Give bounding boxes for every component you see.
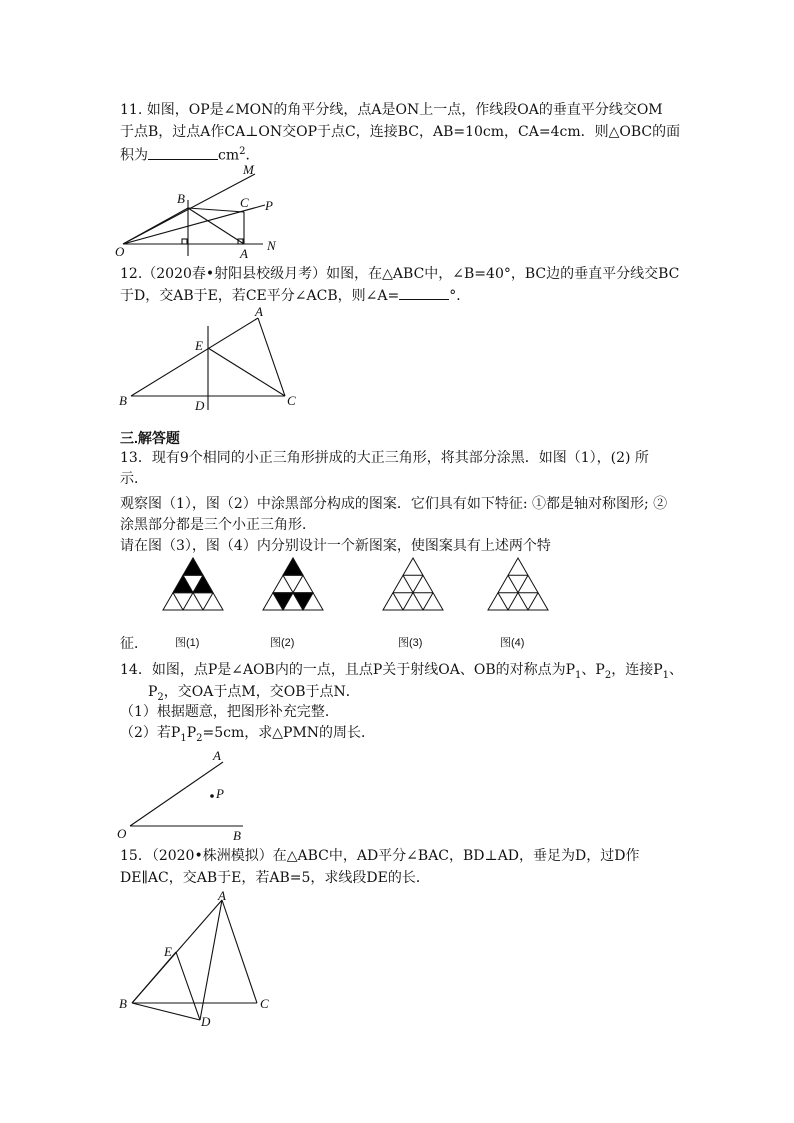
q14-point-P xyxy=(210,794,214,798)
q14-label-P: P xyxy=(216,786,224,801)
q15-figure xyxy=(112,888,282,1033)
q12-answer-blank[interactable] xyxy=(399,285,449,300)
q11-label-N: N xyxy=(267,238,276,253)
q11-line1: 11. 如图，OP是∠MON的角平分线，点A是ON上一点，作线段OA的垂直平分线交OM xyxy=(120,102,663,118)
q12-line2-pre: 于D，交AB于E，若CE平分∠ACB，则∠A= xyxy=(120,288,400,304)
q14-line4-sub1: 1 xyxy=(180,732,187,744)
q14-line1-sub1: 1 xyxy=(575,669,582,681)
q13-caption-2: 图(2) xyxy=(270,637,295,649)
q14-label-A: A xyxy=(213,748,221,763)
q14-line3: （1）根据题意，把图形补充完整． xyxy=(120,704,339,720)
q14-line1-c: ，连接P xyxy=(611,662,663,678)
q14-line4-sub2: 2 xyxy=(196,732,203,744)
q14-label-B: B xyxy=(233,828,241,842)
q13-caption-3: 图(3) xyxy=(398,637,423,649)
q12-label-D: D xyxy=(195,398,205,413)
q13-caption-4: 图(4) xyxy=(500,637,525,649)
q13-fig1 xyxy=(163,558,223,610)
q12-label-A: A xyxy=(255,304,263,319)
q11-figure xyxy=(115,160,285,262)
q15-label-D: D xyxy=(201,1014,211,1029)
q15-label-B: B xyxy=(119,996,127,1011)
q15-line2: DE∥AC，交AB于E，若AB=5，求线段DE的长． xyxy=(120,870,430,886)
q14-line1-sub2: 2 xyxy=(604,669,612,681)
q13-fig4 xyxy=(488,558,548,610)
q13-line3: 观察图（1），图（2）中涂黑部分构成的图案．它们具有如下特征: ①都是轴对称图形; ② xyxy=(120,496,668,512)
q13-fig3 xyxy=(383,558,443,610)
q14-line1-d: 、 xyxy=(669,662,684,678)
q11-answer-blank[interactable] xyxy=(148,145,218,160)
q12-label-B: B xyxy=(119,393,127,408)
q11-label-B: B xyxy=(177,191,185,206)
q14-line4-c: =5cm，求△PMN的周长． xyxy=(202,725,376,741)
q14-label-O: O xyxy=(117,826,127,841)
q12-line2-post: °． xyxy=(449,288,471,304)
q11-line3-pre: 积为 xyxy=(120,147,148,164)
section-title: 三.解答题 xyxy=(120,430,180,446)
q14-line2-sub: 2 xyxy=(157,691,164,703)
q12-label-E: E xyxy=(195,338,203,353)
q15-label-C: C xyxy=(260,996,269,1011)
q11-label-C: C xyxy=(240,195,249,210)
q14-line1-b: 、P xyxy=(581,662,605,678)
q11-label-P: P xyxy=(265,198,273,213)
q14-line2-b: ，交OA于点M，交OB于点N． xyxy=(163,684,360,700)
q14-line1-a: 14．如图，点P是∠AOB内的一点，且点P关于射线OA、OB的对称点为P xyxy=(120,662,576,678)
q11-unit: cm xyxy=(218,147,240,164)
q13-line6: 征． xyxy=(120,636,148,652)
q15-line1: 15．（2020•株洲模拟）在△ABC中，AD平分∠BAC，BD⊥AD，垂足为D，过D作 xyxy=(120,848,640,864)
q13-line5: 请在图（3），图（4）内分别设计一个新图案，使图案具有上述两个特 xyxy=(120,538,551,554)
q13-line2: 示． xyxy=(120,471,148,487)
q12-label-C: C xyxy=(287,393,296,408)
q14-figure xyxy=(115,742,265,842)
q14-line4-a: （2）若P xyxy=(120,725,181,741)
q11-label-M: M xyxy=(243,162,254,177)
q13-caption-1: 图(1) xyxy=(175,637,200,649)
q11-label-O: O xyxy=(115,244,125,259)
q11-line3-post: ． xyxy=(245,147,260,164)
q13-fig2 xyxy=(263,558,323,610)
q13-figures xyxy=(148,556,628,656)
q11-label-A: A xyxy=(240,246,248,261)
q14-line4-b: P xyxy=(186,725,197,741)
q11-unit-sup: 2 xyxy=(239,146,246,157)
q15-label-A: A xyxy=(218,888,226,903)
q11-line2: 于点B，过点A作CA⊥ON交OP于点C，连接BC，AB=10cm，CA=4cm．则△OBC的面 xyxy=(120,124,681,140)
q15-label-E: E xyxy=(164,944,172,959)
q14-line2-a: P xyxy=(148,684,158,700)
q13-line4: 涂黑部分都是三个小正三角形． xyxy=(120,517,316,533)
q14-line1-sub3: 1 xyxy=(662,669,670,681)
q12-figure xyxy=(115,304,305,416)
q12-line2 xyxy=(120,285,470,306)
q12-line1: 12.（2020春•射阳县校级月考）如图，在△ABC中，∠B=40°，BC边的垂直平分线交BC xyxy=(120,266,680,282)
q13-line1: 13．现有9个相同的小正三角形拼成的大正三角形，将其部分涂黑．如图（1），(2) 所 xyxy=(120,450,649,466)
